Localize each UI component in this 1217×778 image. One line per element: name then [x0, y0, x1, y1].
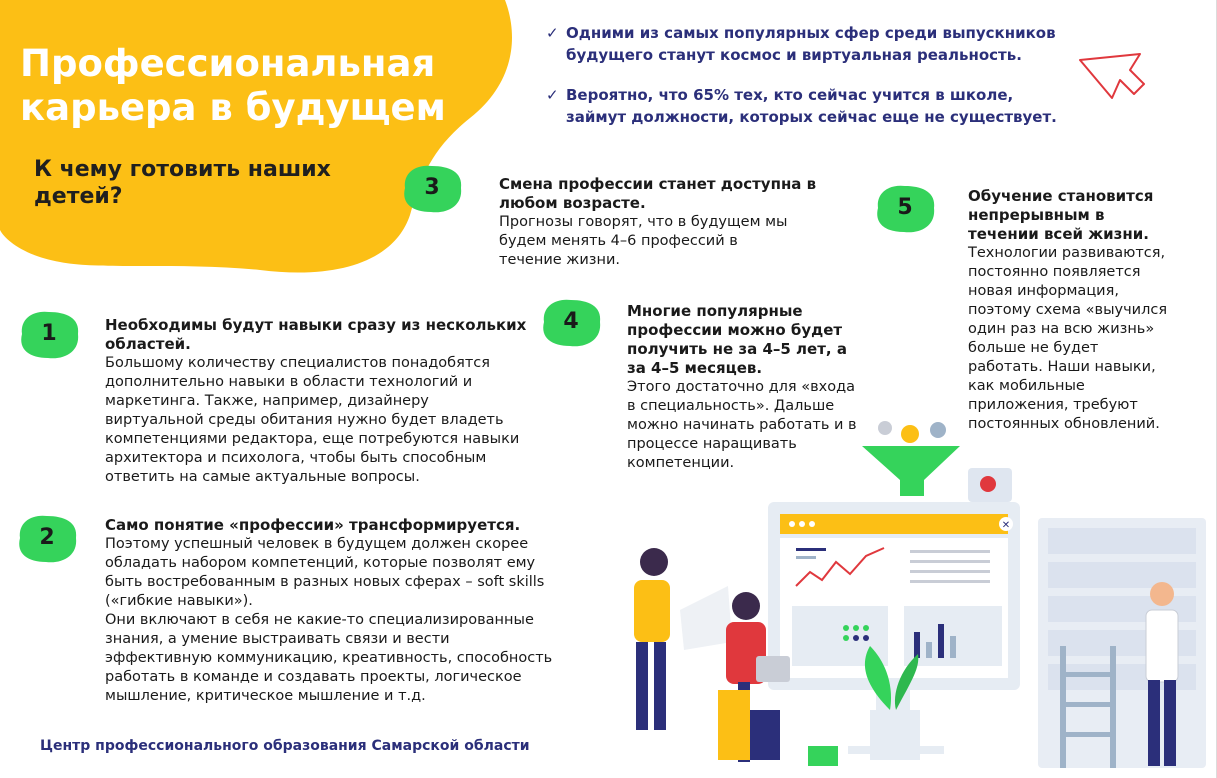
number-badge: 1: [14, 306, 84, 362]
footer-organization: Центр профессионального образования Самарской области: [40, 738, 530, 754]
number-badge: 3: [397, 160, 467, 216]
person-icon: [1150, 582, 1174, 606]
point-heading: Смена профессии станет доступна в любом возрасте.: [499, 175, 817, 212]
point-body: Они включают в себя не какие-то специализированные знания, а умение выстраивать связи и вести эффективную коммуникацию, креативность, способность работать в команде и создавать проекты, логическое мышление, критическое мышление и т.д.: [105, 612, 553, 704]
point-heading: Многие популярные профессии можно будет получить не за 4–5 лет, а за 4–5 месяцев.: [627, 302, 847, 377]
person-icon: [732, 592, 760, 620]
funnel-icon: [862, 446, 960, 496]
point-card: [499, 175, 844, 270]
point-heading: Само понятие «профессии» трансформируется.: [105, 516, 521, 534]
point-body: Большому количеству специалистов понадобятся дополнительно навыки в области технологий и маркетинга. Также, например, дизайнеру виртуальной среды обитания нужно будет владеть компетенциями редактора, еще потребуются навыки архитектора и психолога, чтобы быть способным ответить на самые актуальные вопросы.: [105, 355, 520, 485]
point-heading: Обучение становится непрерывным в течении всей жизни.: [968, 187, 1154, 243]
fact-item: ✓ Вероятно, что 65% тех, кто сейчас учится в школе, займут должности, которых сейчас еще не существует.: [546, 86, 1057, 126]
career-illustration: [600, 410, 1210, 775]
fact-item: ✓ Одними из самых популярных сфер среди выпускников будущего станут космос и виртуальная реальность.: [546, 24, 1056, 64]
point-heading: Необходимы будут навыки сразу из нескольких областей.: [105, 316, 527, 353]
checkmark-icon: ✓: [546, 24, 559, 42]
checkmark-icon: ✓: [546, 86, 559, 104]
number-badge: 4: [536, 294, 606, 350]
point-card: [105, 516, 555, 706]
point-body: Технологии развиваются, постоянно появляется новая информация, поэтому схема «выучился один раз на всю жизнь» больше не будет работать. Наши навыки, как мобильные приложения, требуют постоянных обновлений.: [968, 245, 1168, 432]
point-body: Прогнозы говорят, что в будущем мы будем менять 4–6 профессий в течение жизни.: [499, 214, 788, 268]
person-icon: [640, 548, 668, 576]
page-subtitle: К чему готовить наших детей?: [34, 157, 331, 209]
svg-text:✕: ✕: [1001, 520, 1011, 531]
point-body: Поэтому успешный человек в будущем должен скорее обладать набором компетенций, которые позволят ему быть востребованным в разных новых сферах – soft skills («гибкие навыки»).: [105, 536, 545, 609]
page-title: Профессиональная карьера в будущем: [20, 42, 446, 129]
point-card: [105, 316, 535, 487]
point-card: [968, 187, 1168, 434]
number-badge: 5: [870, 180, 940, 236]
number-badge: 2: [12, 510, 82, 566]
gear-icon: [878, 421, 946, 443]
point-body: Этого достаточно для «входа в специальность». Дальше можно начинать работать и в процессе наращивать компетенции.: [627, 379, 857, 471]
cursor-arrow-icon: [1078, 50, 1148, 102]
